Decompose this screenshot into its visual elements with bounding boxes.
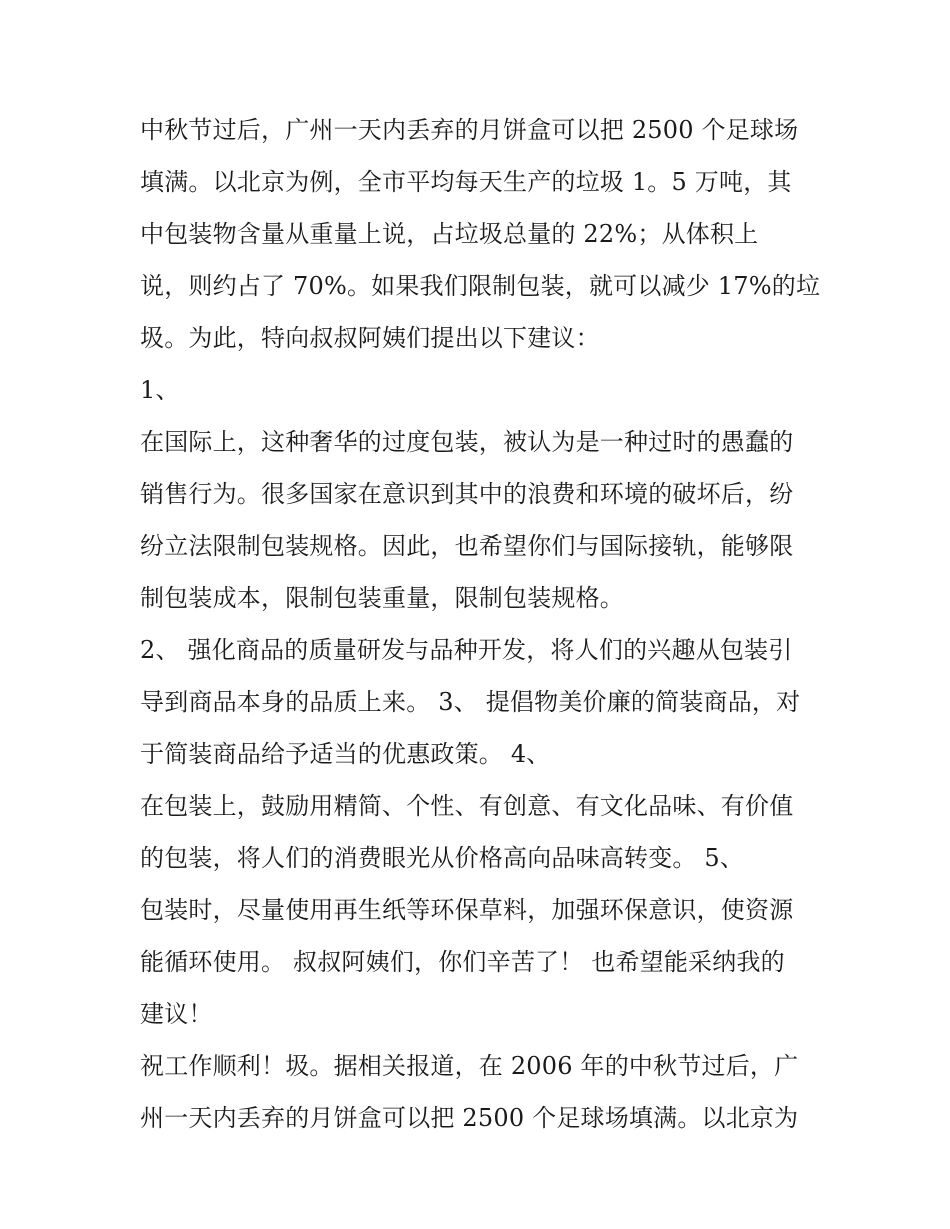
text-line: 包装时，尽量使用再生纸等环保草料，加强环保意识，使资源 — [140, 896, 794, 924]
text-line: 销售行为。很多国家在意识到其中的浪费和环境的破坏后，纷 — [140, 480, 794, 508]
text-line: 建议！ — [140, 1000, 213, 1028]
text-line: 制包装成本，限制包装重量，限制包装规格。 — [140, 584, 624, 612]
list-marker: 1、 — [140, 376, 180, 404]
text-line: 能循环使用。 叔叔阿姨们，你们辛苦了！ 也希望能采纳我的 — [140, 948, 785, 976]
text-line: 纷立法限制包装规格。因此，也希望你们与国际接轨，能够限 — [140, 532, 794, 560]
text-line: 在包装上，鼓励用精简、个性、有创意、有文化品味、有价值 — [140, 792, 794, 820]
text-line: 导到商品本身的品质上来。 3、 提倡物美价廉的简装商品，对 — [140, 688, 801, 716]
text-line: 中秋节过后，广州一天内丢弃的月饼盒可以把 2500 个足球场 — [140, 116, 799, 144]
text-line: 祝工作顺利！圾。据相关报道，在 2006 年的中秋节过后，广 — [140, 1052, 799, 1080]
body-text — [140, 104, 820, 1144]
text-line: 填满。以北京为例，全市平均每天生产的垃圾 1。5 万吨，其 — [140, 168, 792, 196]
text-line: 的包装，将人们的消费眼光从价格高向品味高转变。 5、 — [140, 844, 745, 872]
text-line: 中包装物含量从重量上说，占垃圾总量的 22%；从体积上 — [140, 220, 759, 248]
text-line: 在国际上，这种奢华的过度包装，被认为是一种过时的愚蠢的 — [140, 428, 794, 456]
text-line: 州一天内丢弃的月饼盒可以把 2500 个足球场填满。以北京为 — [140, 1104, 799, 1132]
text-line: 2、 强化商品的质量研发与品种开发，将人们的兴趣从包装引 — [140, 636, 793, 664]
text-line: 圾。为此，特向叔叔阿姨们提出以下建议： — [140, 324, 600, 352]
text-line: 于简装商品给予适当的优惠政策。 4、 — [140, 740, 551, 768]
text-line: 说，则约占了 70%。如果我们限制包装，就可以减少 17%的垃 — [140, 272, 821, 300]
